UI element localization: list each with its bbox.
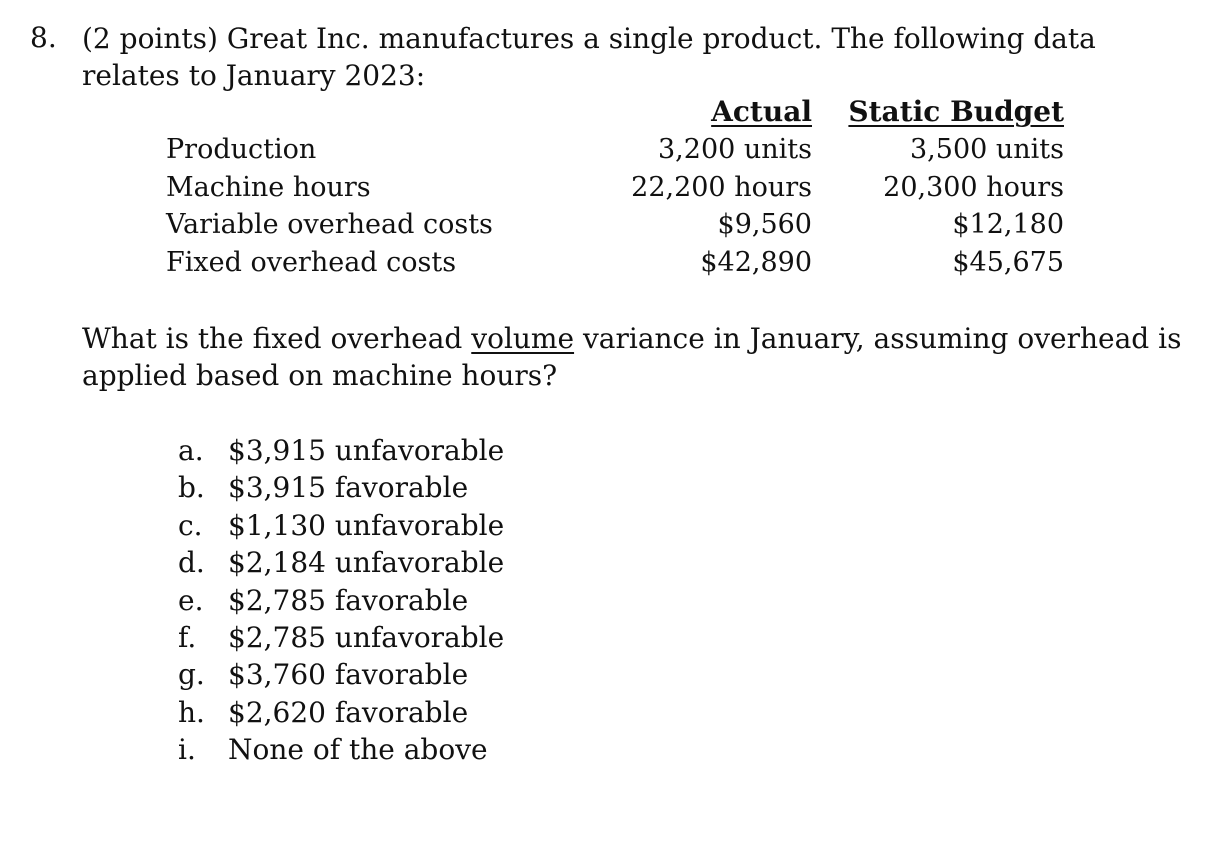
option-text: $1,130 unfavorable (228, 508, 505, 542)
row-label: Machine hours (166, 172, 371, 203)
data-table (166, 95, 1086, 285)
actual-value: $9,560 (717, 209, 812, 240)
option-text: $2,184 unfavorable (228, 546, 505, 580)
option-text: $3,760 favorable (228, 658, 469, 692)
table-row-variable-overhead (166, 206, 1066, 244)
row-label: Fixed overhead costs (166, 247, 457, 278)
row-label: Production (166, 134, 317, 165)
actual-column-header: Actual (711, 95, 812, 128)
static-budget-column-header: Static Budget (848, 95, 1064, 128)
option-letter: h. (178, 695, 205, 729)
prompt-text-after: variance in January, assuming overhead is applied based on machine hours? (82, 322, 1182, 392)
table-row-fixed-overhead (166, 244, 1066, 282)
option-letter: a. (178, 434, 204, 467)
question-prompt (82, 320, 1182, 394)
option-text: $2,785 unfavorable (228, 620, 505, 654)
option-letter: e. (178, 583, 204, 617)
option-letter: c. (178, 508, 203, 542)
option-letter: i. (178, 733, 196, 767)
table-row-production (166, 131, 1066, 169)
budget-value: 20,300 hours (883, 172, 1064, 203)
actual-value: 22,200 hours (631, 172, 812, 203)
prompt-text-before: What is the fixed overhead (82, 322, 472, 355)
budget-value: $12,180 (952, 209, 1064, 240)
table-row-machine-hours (166, 169, 1066, 207)
actual-value: 3,200 units (658, 134, 812, 165)
option-letter: f. (178, 620, 197, 654)
option-text: None of the above (228, 733, 488, 767)
question-number: 8. (30, 21, 57, 54)
prompt-emphasis: volume (471, 322, 575, 355)
option-letter: g. (178, 658, 205, 692)
option-text: $2,785 favorable (228, 583, 469, 617)
row-label: Variable overhead costs (166, 209, 493, 240)
option-text: $2,620 favorable (228, 695, 469, 729)
option-text: $3,915 favorable (228, 471, 469, 505)
budget-value: $45,675 (952, 247, 1064, 278)
question-text: (2 points) Great Inc. manufactures a single product. The following data relates to January 2023: (82, 22, 1096, 92)
option-letter: b. (178, 471, 205, 505)
budget-value: 3,500 units (910, 134, 1064, 165)
option-letter: d. (178, 546, 205, 580)
option-text: $3,915 unfavorable (228, 434, 505, 467)
actual-value: $42,890 (700, 247, 812, 278)
